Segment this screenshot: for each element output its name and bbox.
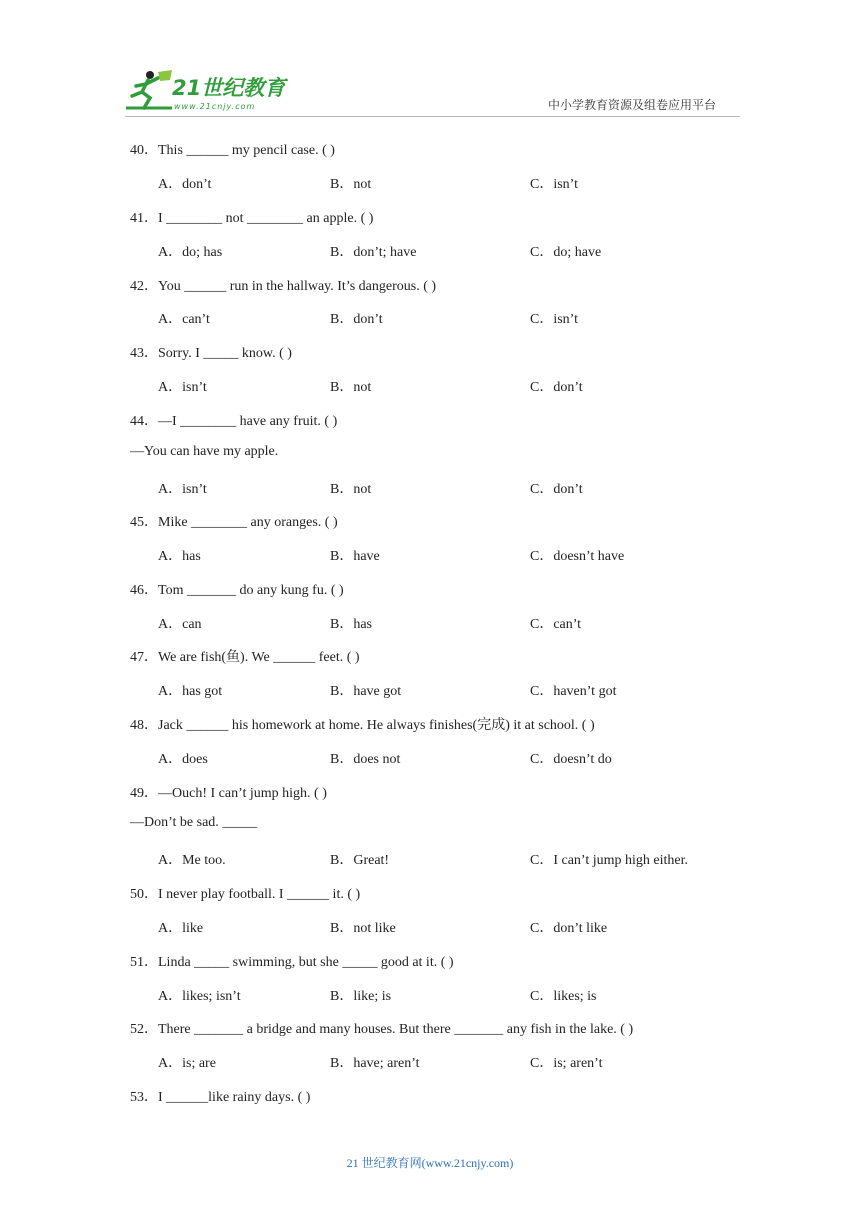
question-dialogue-line: —Don’t be sad. _____ (130, 815, 258, 830)
question-stem: 43．Sorry. I _____ know. ( ) (130, 346, 292, 361)
question-stem: 51．Linda _____ swimming, but she _____ good at it. ( ) (130, 955, 454, 970)
option-a: A．has got (158, 684, 223, 699)
question-options (0, 308, 860, 328)
option-a: A．does (158, 752, 208, 767)
option-c: C．doesn’t have (530, 549, 625, 564)
option-a: A．likes; isn’t (158, 989, 241, 1004)
option-c: C．don’t like (530, 921, 608, 936)
question-stem: 45．Mike ________ any oranges. ( ) (130, 515, 338, 530)
option-c: C．can’t (530, 617, 582, 632)
option-a: A．Me too. (158, 853, 226, 868)
question-options (0, 173, 860, 193)
question-options (0, 748, 860, 768)
option-a: A．don’t (158, 177, 212, 192)
header-slogan: 中小学教育资源及组卷应用平台 (548, 98, 717, 112)
question-stem: 47．We are fish(鱼). We ______ feet. ( ) (130, 650, 360, 665)
option-c: C．isn’t (530, 177, 578, 192)
option-c: C．haven’t got (530, 684, 617, 699)
option-b: B．not (330, 177, 372, 192)
question-options (0, 917, 860, 937)
question-options (0, 545, 860, 565)
logo-text: 21世纪教育 (172, 76, 286, 100)
option-c: C．isn’t (530, 312, 578, 327)
option-b: B．don’t; have (330, 245, 417, 260)
option-a: A．is; are (158, 1056, 216, 1071)
option-a: A．can (158, 617, 202, 632)
question-options (0, 680, 860, 700)
question-stem: 40．This ______ my pencil case. ( ) (130, 143, 335, 158)
question-stem: 48．Jack ______ his homework at home. He always finishes(完成) it at school. ( ) (130, 718, 595, 733)
option-c: C．I can’t jump high either. (530, 853, 688, 868)
option-c: C．doesn’t do (530, 752, 612, 767)
option-c: C．don’t (530, 380, 583, 395)
question-stem: 42．You ______ run in the hallway. It’s dangerous. ( ) (130, 279, 437, 294)
option-c: C．likes; is (530, 989, 597, 1004)
header-divider (125, 116, 740, 117)
option-b: B．have got (330, 684, 402, 699)
option-b: B．not (330, 380, 372, 395)
option-a: A．has (158, 549, 201, 564)
option-a: A．isn’t (158, 482, 207, 497)
question-stem: 49．—Ouch! I can’t jump high. ( ) (130, 786, 327, 801)
option-b: B．have; aren’t (330, 1056, 420, 1071)
option-a: A．can’t (158, 312, 210, 327)
question-options (0, 985, 860, 1005)
option-b: B．not (330, 482, 372, 497)
question-options (0, 376, 860, 396)
option-c: C．is; aren’t (530, 1056, 603, 1071)
runner-icon (120, 66, 180, 116)
option-a: A．like (158, 921, 204, 936)
question-stem: 52．There _______ a bridge and many houses. But there _______ any fish in the lake. ( ) (130, 1022, 634, 1037)
question-options (0, 613, 860, 633)
option-c: C．don’t (530, 482, 583, 497)
option-b: B．don’t (330, 312, 383, 327)
question-stem: 44．—I ________ have any fruit. ( ) (130, 414, 338, 429)
question-stem: 53．I ______like rainy days. ( ) (130, 1090, 311, 1105)
option-b: B．has (330, 617, 372, 632)
option-a: A．isn’t (158, 380, 207, 395)
question-dialogue-line: —You can have my apple. (130, 444, 279, 459)
option-c: C．do; have (530, 245, 602, 260)
question-options (0, 478, 860, 498)
question-stem: 46．Tom _______ do any kung fu. ( ) (130, 583, 344, 598)
option-b: B．Great! (330, 853, 390, 868)
option-b: B．does not (330, 752, 401, 767)
question-options (0, 849, 860, 869)
option-a: A．do; has (158, 245, 223, 260)
question-stem: 41．I ________ not ________ an apple. ( ) (130, 211, 374, 226)
option-b: B．like; is (330, 989, 392, 1004)
option-b: B．have (330, 549, 380, 564)
question-options (0, 241, 860, 261)
page-header (0, 0, 860, 125)
question-options (0, 1052, 860, 1072)
option-b: B．not like (330, 921, 396, 936)
site-logo (120, 66, 290, 116)
question-stem: 50．I never play football. I ______ it. ( ) (130, 887, 361, 902)
page-footer: 21 世纪教育网(www.21cnjy.com) (346, 1156, 514, 1170)
logo-url: www.21cnjy.com (174, 102, 256, 111)
